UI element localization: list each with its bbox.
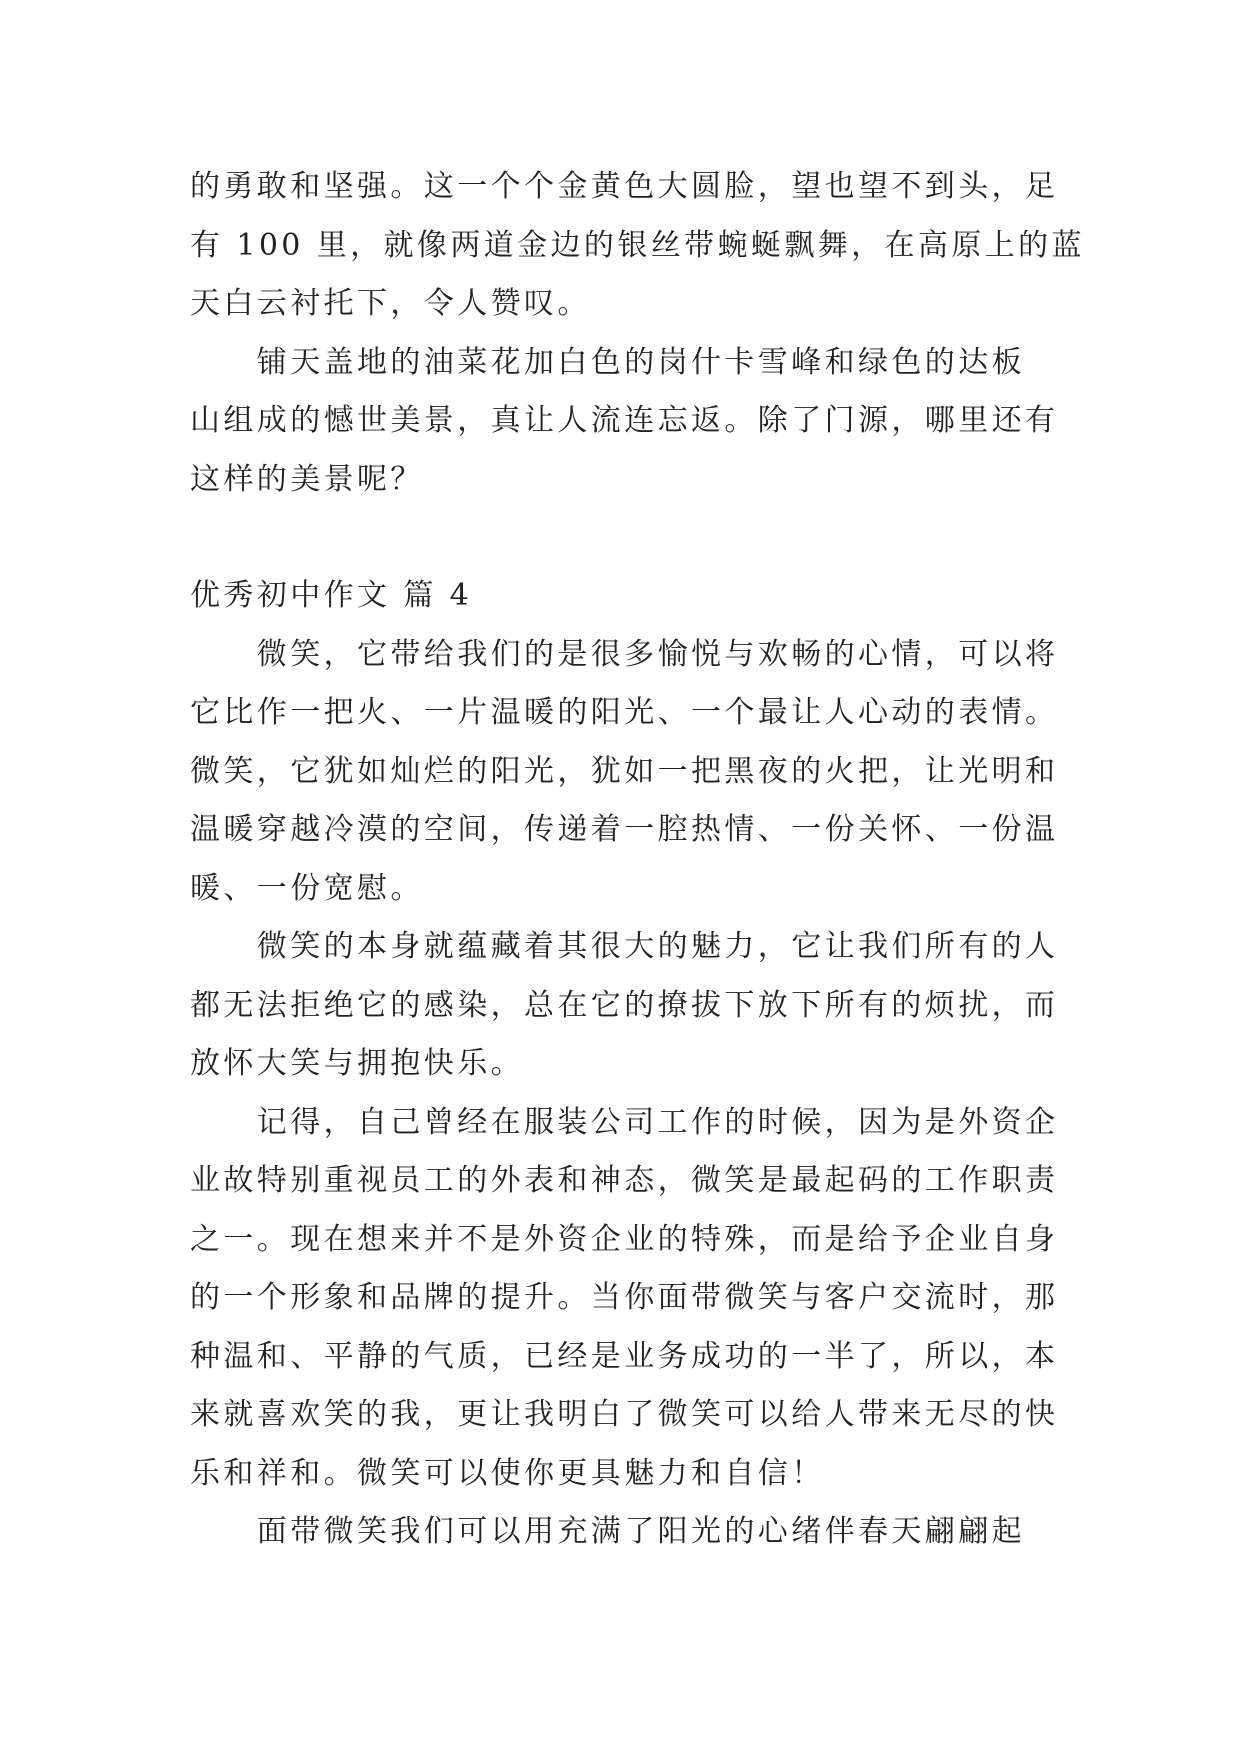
text-line: 微笑，它犹如灿烂的阳光，犹如一把黑夜的火把，让光明和	[190, 753, 1059, 789]
text-line: 来就喜欢笑的我，更让我明白了微笑可以给人带来无尽的快	[190, 1397, 1059, 1432]
text-line: 微笑的本身就蕴藏着其很大的魅力，它让我们所有的人	[190, 929, 1059, 964]
text-line: 业故特别重视员工的外表和神态，微笑是最起码的工作职责	[190, 1163, 1059, 1198]
text-line: 之一。现在想来并不是外资企业的特殊，而是给予企业自身	[190, 1221, 1059, 1257]
text-line: 的一个形象和品牌的提升。当你面带微笑与客户交流时，那	[190, 1280, 1059, 1315]
text-line: 面带微笑我们可以用充满了阳光的心绪伴春天翩翩起	[190, 1514, 1025, 1549]
text-line: 都无法拒绝它的感染，总在它的撩拔下放下所有的烦扰，而	[190, 987, 1059, 1023]
section-spacer	[190, 509, 1070, 567]
text-line: 有 100 里，就像两道金边的银丝带蜿蜒飘舞，在高原上的蓝	[190, 227, 1085, 263]
text-line: 微笑，它带给我们的是很多愉悦与欢畅的心情，可以将	[190, 636, 1059, 672]
document-body	[190, 158, 1085, 1562]
text-line: 它比作一把火、一片温暖的阳光、一个最让人心动的表情。	[190, 695, 1059, 730]
text-line: 温暖穿越冷漠的空间，传递着一腔热情、一份关怀、一份温	[190, 812, 1059, 847]
section-title: 优秀初中作文 篇 4	[190, 578, 473, 613]
text-line: 铺天盖地的油菜花加白色的岗什卡雪峰和绿色的达板	[190, 344, 1025, 380]
text-line: 这样的美景呢？	[190, 461, 424, 497]
text-line: 山组成的憾世美景，真让人流连忘返。除了门源，哪里还有	[190, 403, 1059, 438]
text-line: 天白云衬托下，令人赞叹。	[190, 286, 591, 321]
text-line: 记得，自己曾经在服装公司工作的时候，因为是外资企	[190, 1104, 1059, 1140]
text-line: 暖、一份宽慰。	[190, 870, 424, 906]
text-line: 乐和祥和。微笑可以使你更具魅力和自信！	[190, 1455, 825, 1491]
text-line: 的勇敢和坚强。这一个个金黄色大圆脸，望也望不到头，足	[190, 169, 1059, 204]
text-line: 放怀大笑与拥抱快乐。	[190, 1046, 524, 1081]
text-line: 种温和、平静的气质，已经是业务成功的一半了，所以，本	[190, 1338, 1059, 1374]
